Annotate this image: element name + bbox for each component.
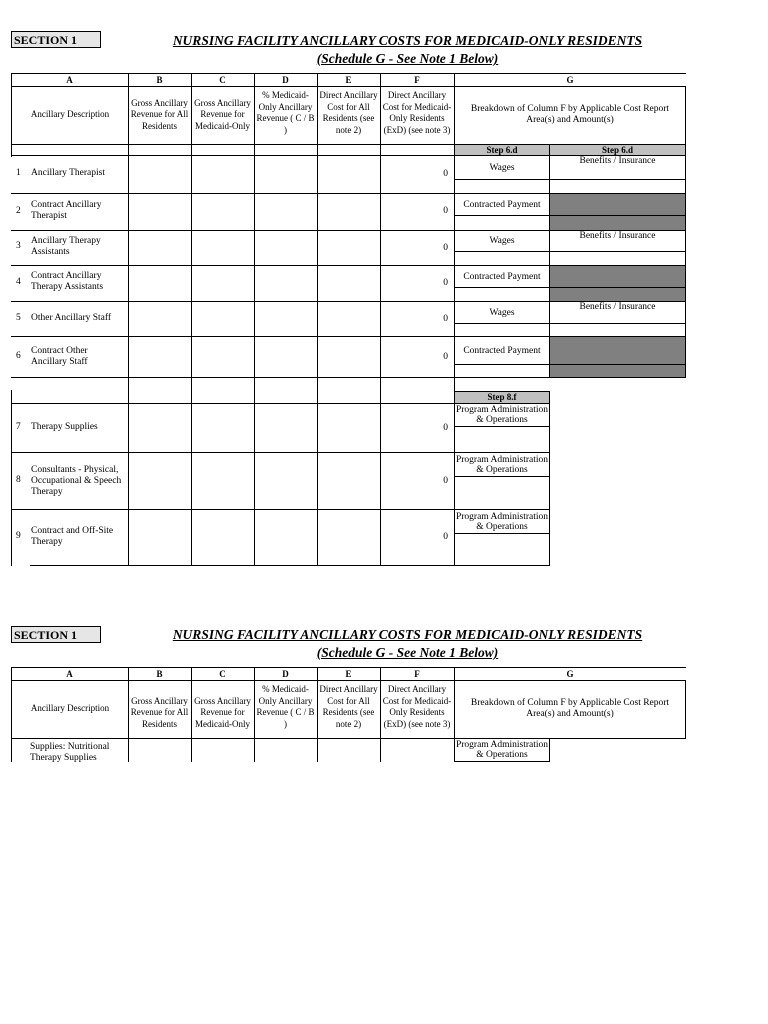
col-header-a: Ancillary Description	[30, 109, 110, 120]
row-divider	[11, 301, 454, 302]
amount-cell[interactable]	[549, 179, 686, 194]
col-header-a: Ancillary Description	[30, 703, 110, 714]
amount-cell[interactable]	[454, 533, 550, 566]
row-description: Contract Other Ancillary Staff	[31, 346, 88, 367]
step-header: Step 6.d	[454, 144, 550, 156]
col-letter-f: F	[414, 75, 420, 85]
col-letter-c: C	[219, 669, 226, 679]
grid-line	[11, 667, 12, 762]
shaded-cell	[549, 287, 686, 302]
col-letter-g: G	[566, 669, 574, 679]
amount-cell[interactable]	[454, 215, 550, 231]
row-divider	[11, 452, 454, 453]
row-number: 6	[16, 351, 21, 361]
col-letter-a: A	[66, 75, 73, 85]
row-description: Consultants - Physical, Occupational & Speech Therapy	[31, 464, 122, 497]
col-letter-c: C	[219, 75, 226, 85]
benefits-label: Benefits / Insurance	[549, 230, 686, 252]
contracted-payment-label: Contracted Payment	[454, 336, 550, 365]
row-description: Other Ancillary Staff	[31, 313, 112, 323]
wages-label: Wages	[454, 301, 550, 324]
col-letter-b: B	[156, 75, 163, 85]
row-number: 2	[16, 206, 21, 216]
step-header: Step 6.d	[549, 144, 686, 156]
page-subtitle: (Schedule G - See Note 1 Below)	[316, 645, 499, 660]
program-admin-label: Program Administration & Operations	[455, 405, 549, 425]
contracted-payment-label: Contracted Payment	[454, 265, 550, 288]
row-number: 8	[16, 475, 21, 485]
row-divider	[11, 230, 454, 231]
col-letter-e: E	[345, 669, 352, 679]
grid-line	[11, 73, 12, 157]
row-divider	[11, 336, 454, 337]
program-admin-label: Program Administration & Operations	[455, 740, 549, 760]
row-number: 5	[16, 313, 21, 323]
grid-line	[128, 667, 129, 762]
row-divider	[11, 265, 454, 266]
amount-cell[interactable]	[549, 323, 686, 337]
col-header-g: Breakdown of Column F by Applicable Cost Report Area(s) and Amount(s)	[470, 103, 670, 125]
row-divider	[11, 403, 454, 404]
row-divider	[11, 193, 454, 194]
grid-line	[191, 667, 192, 762]
col-header-e: Direct Ancillary Cost for All Residents (see note 2)	[319, 90, 378, 135]
row-divider	[11, 509, 454, 510]
shaded-cell	[549, 364, 686, 378]
amount-cell[interactable]	[454, 364, 550, 378]
row-description: Contract Ancillary Therapy Assistants	[31, 271, 104, 292]
col-header-b: Gross Ancillary Revenue for All Residents	[130, 97, 189, 131]
row-value-f: 0	[443, 423, 448, 433]
amount-cell[interactable]	[454, 476, 550, 510]
col-letter-b: B	[156, 669, 163, 679]
row-description: Supplies: Nutritional Therapy Supplies	[30, 742, 110, 762]
shaded-cell	[549, 193, 686, 216]
amount-cell[interactable]	[454, 323, 550, 337]
row-number: 1	[16, 168, 21, 178]
contracted-payment-label: Contracted Payment	[454, 193, 550, 216]
grid-line	[254, 667, 255, 762]
row-number: 4	[16, 277, 21, 287]
row-value-f: 0	[443, 206, 448, 216]
row-value-f: 0	[443, 476, 448, 486]
col-header-f: Direct Ancillary Cost for Medicaid-Only Residents (ExD) (see note 3)	[382, 90, 452, 135]
grid-line	[254, 73, 255, 566]
grid-line	[317, 73, 318, 566]
col-header-c: Gross Ancillary Revenue for Medicaid-Only	[194, 695, 251, 729]
header-bottom-border	[11, 738, 686, 739]
section-label: SECTION 1	[11, 31, 101, 48]
col-header-d: % Medicaid-Only Ancillary Revenue ( C / B )	[256, 90, 315, 135]
page-subtitle: (Schedule G - See Note 1 Below)	[316, 51, 499, 66]
col-header-f: Direct Ancillary Cost for Medicaid-Only Residents (ExD) (see note 3)	[382, 684, 452, 729]
row-description: Contract and Off-Site Therapy	[31, 526, 114, 547]
col-header-e: Direct Ancillary Cost for All Residents (see note 2)	[319, 684, 378, 729]
row-value-f: 0	[443, 278, 448, 288]
page-title: NURSING FACILITY ANCILLARY COSTS FOR MEDICAID-ONLY RESIDENTS	[172, 33, 643, 48]
shaded-cell	[549, 265, 686, 288]
row-value-f: 0	[443, 532, 448, 542]
grid-line	[191, 73, 192, 566]
col-header-c: Gross Ancillary Revenue for Medicaid-Only	[194, 97, 251, 131]
amount-cell[interactable]	[454, 179, 550, 194]
amount-cell[interactable]	[549, 251, 686, 266]
page-title: NURSING FACILITY ANCILLARY COSTS FOR MEDICAID-ONLY RESIDENTS	[172, 627, 643, 642]
row-description: Ancillary Therapist	[31, 168, 105, 178]
program-admin-label: Program Administration & Operations	[454, 509, 550, 534]
row-number: 3	[16, 241, 21, 251]
row-value-f: 0	[443, 352, 448, 362]
program-admin-label: Program Administration & Operations	[454, 452, 550, 477]
row-value-f: 0	[443, 314, 448, 324]
grid-line	[317, 667, 318, 762]
benefits-label: Benefits / Insurance	[549, 155, 686, 180]
col-letter-d: D	[282, 669, 289, 679]
row-number: 9	[16, 531, 21, 541]
grid-line	[11, 390, 12, 566]
col-letter-a: A	[66, 669, 73, 679]
row-number: 7	[16, 422, 21, 432]
section-label: SECTION 1	[11, 626, 101, 643]
row-value-f: 0	[443, 243, 448, 253]
shaded-cell	[549, 336, 686, 365]
grid-line	[380, 667, 381, 762]
amount-cell[interactable]	[454, 251, 550, 266]
col-header-d: % Medicaid-Only Ancillary Revenue ( C / B )	[256, 684, 315, 729]
col-letter-g: G	[566, 75, 574, 85]
wages-label: Wages	[454, 230, 550, 252]
col-header-b: Gross Ancillary Revenue for All Residents	[130, 695, 189, 729]
col-letter-d: D	[282, 75, 289, 85]
amount-cell[interactable]	[454, 287, 550, 302]
row-divider	[11, 377, 454, 378]
shaded-cell	[549, 215, 686, 231]
col-letter-e: E	[345, 75, 352, 85]
amount-cell[interactable]	[454, 426, 550, 453]
grid-line	[128, 73, 129, 566]
grid-line	[685, 680, 686, 738]
row-description: Ancillary Therapy Assistants	[31, 236, 101, 257]
row-description: Contract Ancillary Therapist	[31, 200, 102, 221]
row-description: Therapy Supplies	[31, 422, 98, 432]
row-value-f: 0	[443, 169, 448, 179]
grid-line	[685, 86, 686, 144]
wages-label: Wages	[454, 155, 550, 180]
benefits-label: Benefits / Insurance	[549, 301, 686, 324]
col-header-g: Breakdown of Column F by Applicable Cost Report Area(s) and Amount(s)	[470, 697, 670, 719]
col-letter-f: F	[414, 669, 420, 679]
step-header: Step 8.f	[454, 391, 550, 404]
